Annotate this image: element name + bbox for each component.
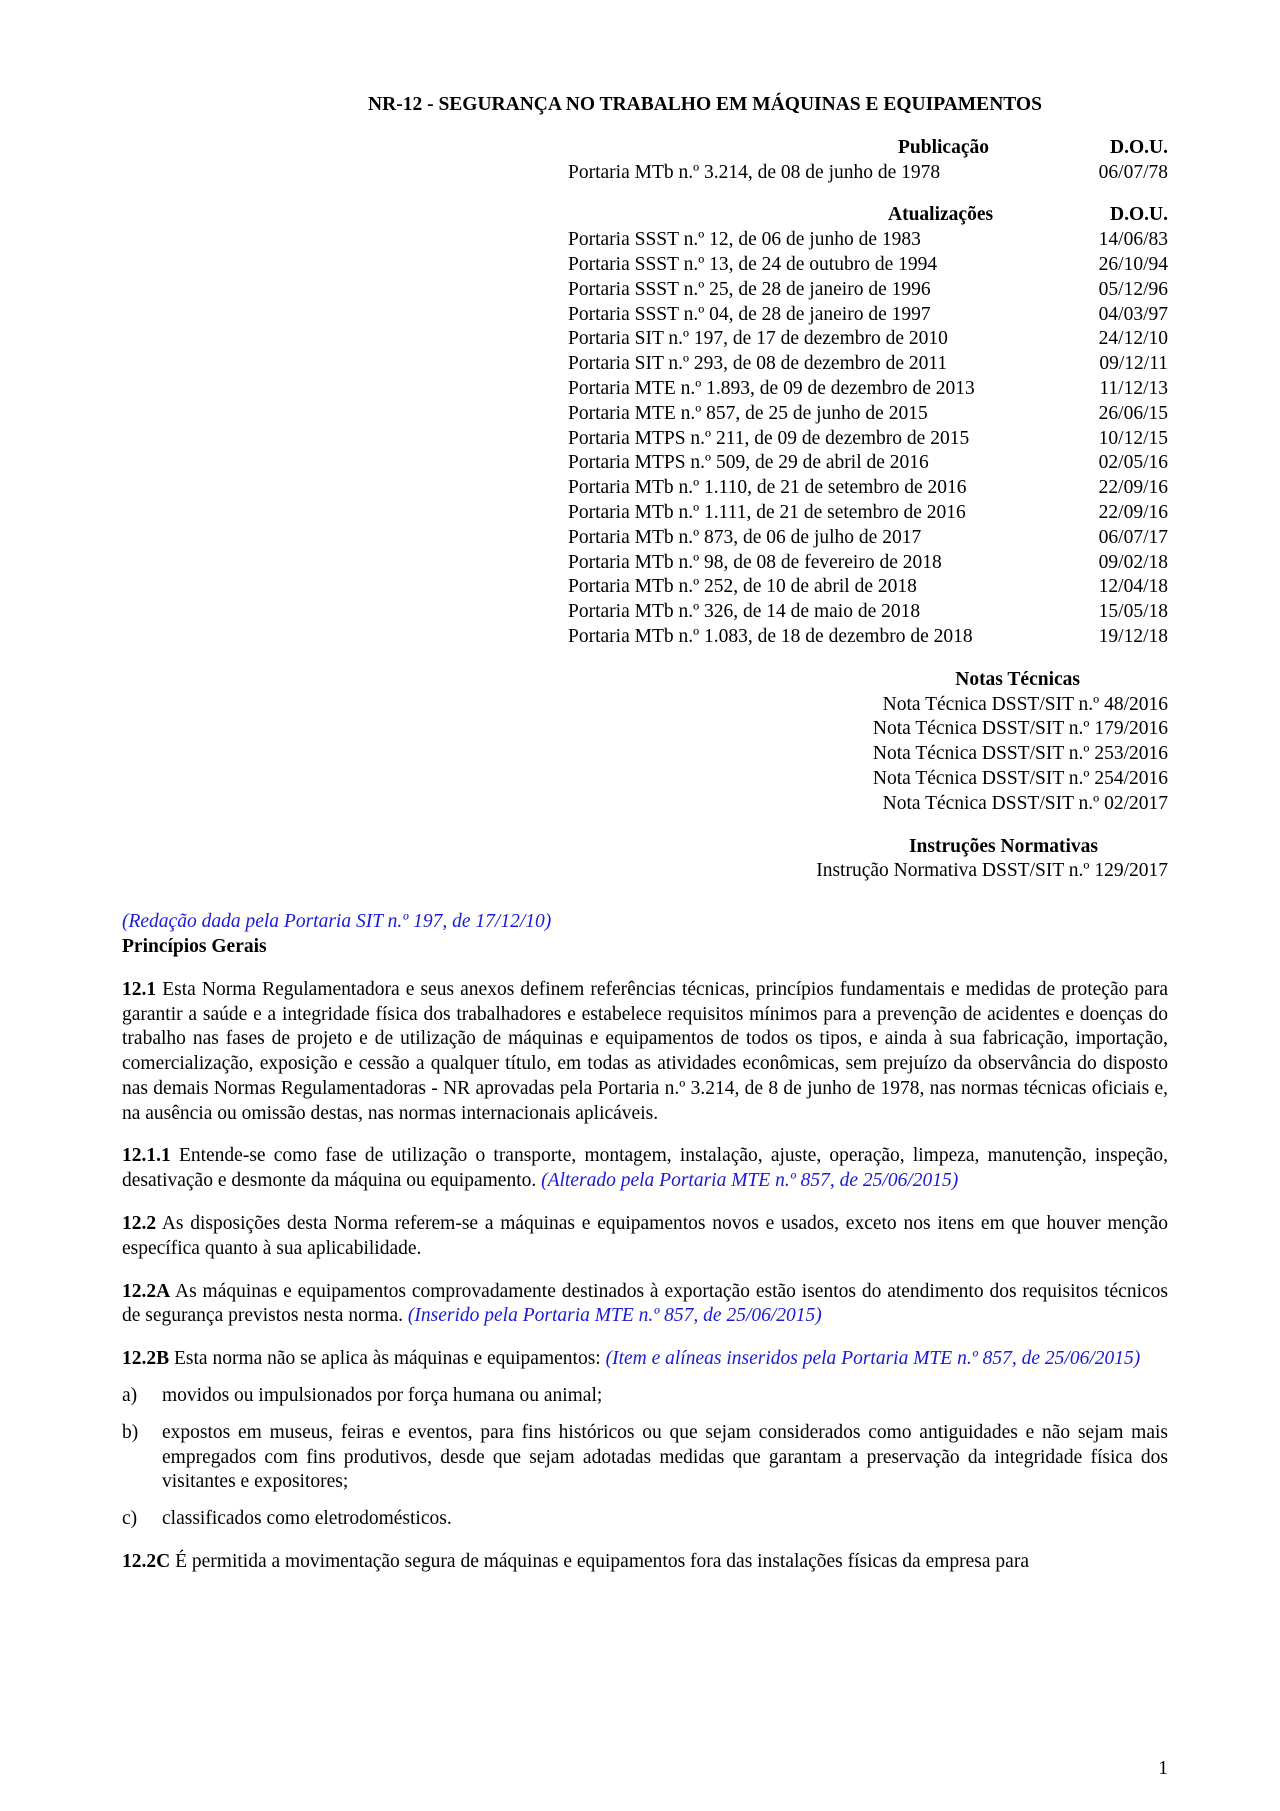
technical-notes-header: Notas Técnicas <box>955 668 1080 690</box>
publication-dou: 06/07/78 <box>1098 161 1168 183</box>
updates-row <box>568 228 1168 253</box>
updates-dou: 24/12/10 <box>1098 328 1168 350</box>
updates-row <box>568 278 1168 303</box>
list-text: expostos em museus, feiras e eventos, para fins históricos ou que sejam considerados como antiguidades e não sejam mais empregados com fins produtivos, desde que sejam adotadas medidas que garantam a preservação da integridade física dos visitantes e expositores; <box>162 1421 1168 1493</box>
list-letter: a) <box>122 1385 138 1407</box>
updates-dou: 02/05/16 <box>1098 452 1168 474</box>
updates-header <box>568 203 1168 228</box>
paragraph-12-2: 12.2 As disposições desta Norma referem-se a máquinas e equipamentos novos e usados, exceto nos itens em que houver menção específica quanto à sua aplicabilidade. <box>122 1213 1168 1259</box>
updates-portaria: Portaria MTb n.º 326, de 14 de maio de 2018 <box>568 601 921 623</box>
normative-instructions <box>122 835 1168 885</box>
updates-dou: 09/12/11 <box>1099 353 1168 375</box>
technical-notes-list <box>122 693 1168 817</box>
updates-portaria: Portaria MTb n.º 252, de 10 de abril de 2018 <box>568 576 917 598</box>
updates-row <box>568 253 1168 278</box>
updates-portaria: Portaria SSST n.º 25, de 28 de janeiro de 1996 <box>568 278 931 300</box>
updates-portaria: Portaria MTb n.º 98, de 08 de fevereiro de 2018 <box>568 551 942 573</box>
page-title: NR-12 - SEGURANÇA NO TRABALHO EM MÁQUINAS E EQUIPAMENTOS <box>368 94 1042 115</box>
updates-header-dou: D.O.U. <box>1110 204 1168 226</box>
publication-table <box>568 136 1168 650</box>
paragraph-12-2C: 12.2C É permitida a movimentação segura de máquinas e equipamentos fora das instalações físicas da empresa para <box>122 1551 1029 1573</box>
updates-dou: 05/12/96 <box>1098 278 1168 300</box>
updates-portaria: Portaria MTb n.º 1.110, de 21 de setembro de 2016 <box>568 477 967 499</box>
list-letter: c) <box>122 1508 138 1530</box>
updates-portaria: Portaria MTE n.º 857, de 25 de junho de 2015 <box>568 402 928 424</box>
updates-dou: 22/09/16 <box>1098 477 1168 499</box>
page-number: 1 <box>1158 1758 1168 1779</box>
updates-row <box>568 600 1168 625</box>
updates-row <box>568 551 1168 576</box>
updates-portaria: Portaria SIT n.º 197, de 17 de dezembro de 2010 <box>568 328 948 350</box>
updates-portaria: Portaria MTb n.º 1.083, de 18 de dezembro de 2018 <box>568 625 973 647</box>
updates-portaria: Portaria SSST n.º 12, de 06 de junho de 1983 <box>568 229 921 251</box>
updates-row <box>568 402 1168 427</box>
technical-note-item: Nota Técnica DSST/SIT n.º 253/2016 <box>872 743 1168 765</box>
updates-dou: 19/12/18 <box>1098 625 1168 647</box>
updates-portaria: Portaria MTb n.º 873, de 06 de julho de 2017 <box>568 526 922 548</box>
updates-row <box>568 303 1168 328</box>
updates-row <box>568 526 1168 551</box>
list-letter: b) <box>122 1421 139 1443</box>
technical-note-item: Nota Técnica DSST/SIT n.º 48/2016 <box>882 693 1168 715</box>
paragraph-12-1: 12.1 Esta Norma Regulamentadora e seus anexos definem referências técnicas, princípios fundamentais e medidas de proteção para garantir a saúde e a integridade física dos trabalhadores e estabelece requisitos mínimos para a prevenção de acidentes e doenças do trabalho nas fases de projeto e de utilização de máquinas e equipamentos de todos os tipos, e ainda à sua fabricação, importação, comercialização, exposição e cessão a qualquer título, em todas as atividades econômicas, sem prejuízo da observância do disposto nas demais Normas Regulamentadoras - NR aprovadas pela Portaria n.º 3.214, de 8 de junho de 1978, nas normas técnicas oficiais e, na ausência ou omissão destas, nas normas internacionais aplicáveis. <box>122 978 1168 1124</box>
list-item <box>122 1507 1168 1532</box>
updates-row <box>568 352 1168 377</box>
updates-dou: 14/06/83 <box>1098 229 1168 251</box>
updates-row <box>568 575 1168 600</box>
publication-header-dou: D.O.U. <box>1110 136 1168 158</box>
technical-note-item: Nota Técnica DSST/SIT n.º 179/2016 <box>872 718 1168 740</box>
list-text: classificados como eletrodomésticos. <box>162 1508 452 1530</box>
updates-dou: 15/05/18 <box>1098 601 1168 623</box>
list-text: movidos ou impulsionados por força humana ou animal; <box>162 1385 603 1407</box>
updates-header-label: Atualizações <box>888 204 994 226</box>
publication-row <box>568 161 1168 186</box>
updates-dou: 26/10/94 <box>1098 253 1168 275</box>
updates-list <box>568 228 1168 650</box>
updates-portaria: Portaria MTb n.º 1.111, de 21 de setembro de 2016 <box>568 501 966 523</box>
updates-row <box>568 451 1168 476</box>
updates-row <box>568 427 1168 452</box>
technical-notes <box>122 668 1168 817</box>
updates-dou: 26/06/15 <box>1098 402 1168 424</box>
updates-portaria: Portaria MTE n.º 1.893, de 09 de dezembro de 2013 <box>568 377 975 399</box>
updates-portaria: Portaria SIT n.º 293, de 08 de dezembro de 2011 <box>568 353 948 375</box>
updates-row <box>568 327 1168 352</box>
updates-dou: 12/04/18 <box>1098 576 1168 598</box>
technical-note-item: Nota Técnica DSST/SIT n.º 02/2017 <box>882 792 1168 814</box>
publication-header <box>568 136 1168 161</box>
normative-instruction-item: Instrução Normativa DSST/SIT n.º 129/2017 <box>816 860 1168 882</box>
updates-dou: 06/07/17 <box>1098 526 1168 548</box>
updates-row <box>568 377 1168 402</box>
updates-dou: 04/03/97 <box>1098 303 1168 325</box>
amendment-note: (Inserido pela Portaria MTE n.º 857, de 25/06/2015) <box>407 1305 822 1327</box>
updates-dou: 22/09/16 <box>1098 501 1168 523</box>
updates-dou: 09/02/18 <box>1098 551 1168 573</box>
normative-instructions-list <box>122 859 1168 884</box>
updates-dou: 11/12/13 <box>1099 377 1168 399</box>
paragraph-12-1-1: 12.1.1 Entende-se como fase de utilização o transporte, montagem, instalação, ajuste, operação, limpeza, manutenção, inspeção, desativação e desmonte da máquina ou equipamento. (Alterado pela Portaria MTE n.º 857, de 25/06/2015) <box>122 1145 1168 1192</box>
list-12-2B <box>122 1384 1168 1532</box>
list-item <box>122 1421 1168 1495</box>
updates-row <box>568 476 1168 501</box>
technical-note-item: Nota Técnica DSST/SIT n.º 254/2016 <box>872 767 1168 789</box>
updates-portaria: Portaria SSST n.º 04, de 28 de janeiro de 1997 <box>568 303 931 325</box>
normative-instructions-header: Instruções Normativas <box>908 835 1098 857</box>
redacao-note: (Redação dada pela Portaria SIT n.º 197, de 17/12/10) <box>122 911 552 933</box>
updates-portaria: Portaria SSST n.º 13, de 24 de outubro de 1994 <box>568 253 938 275</box>
publication-portaria: Portaria MTb n.º 3.214, de 08 de junho de 1978 <box>568 161 941 183</box>
updates-portaria: Portaria MTPS n.º 509, de 29 de abril de 2016 <box>568 452 929 474</box>
amendment-note: (Item e alíneas inseridos pela Portaria MTE n.º 857, de 25/06/2015) <box>605 1348 1141 1370</box>
list-item <box>122 1384 1168 1409</box>
updates-row <box>568 501 1168 526</box>
paragraph-12-2A: 12.2A As máquinas e equipamentos comprovadamente destinados à exportação estão isentos do atendimento dos requisitos técnicos de segurança previstos nesta norma. (Inserido pela Portaria MTE n.º 857, de 25/06/2015) <box>122 1280 1168 1327</box>
updates-row <box>568 625 1168 650</box>
section-title: Princípios Gerais <box>122 935 267 957</box>
publication-header-label: Publicação <box>898 136 989 158</box>
paragraph-12-2B: 12.2B Esta norma não se aplica às máquinas e equipamentos: (Item e alíneas inseridos pela Portaria MTE n.º 857, de 25/06/2015) <box>122 1348 1141 1370</box>
updates-dou: 10/12/15 <box>1098 427 1168 449</box>
amendment-note: (Alterado pela Portaria MTE n.º 857, de 25/06/2015) <box>541 1170 959 1192</box>
updates-portaria: Portaria MTPS n.º 211, de 09 de dezembro de 2015 <box>568 427 970 449</box>
